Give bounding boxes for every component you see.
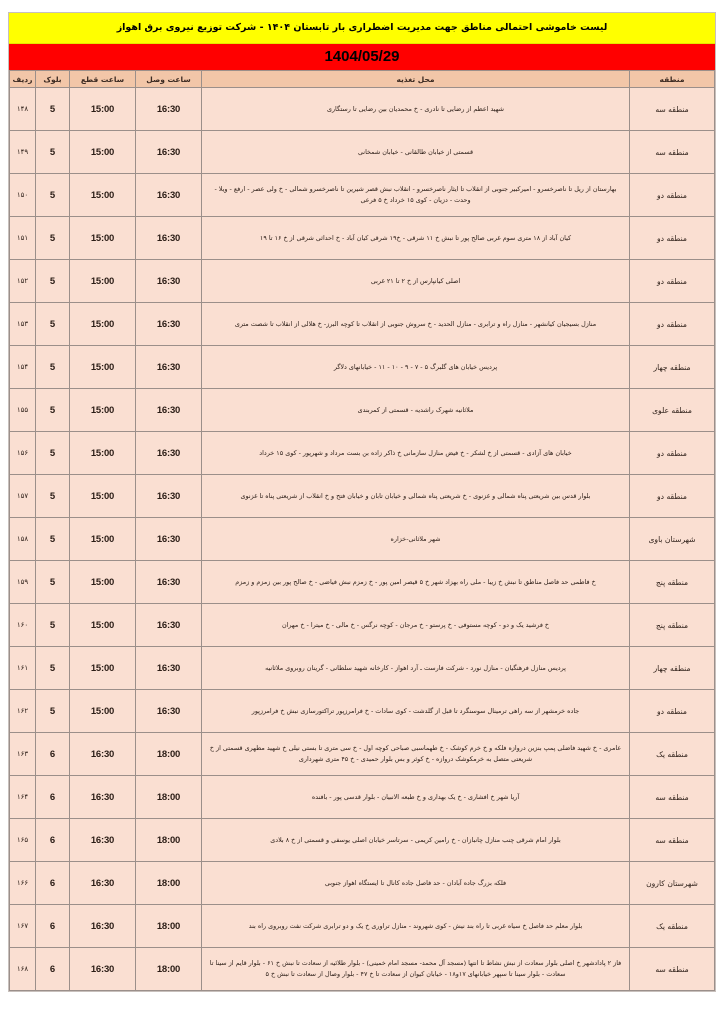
cell-row-number: ۱۶۳ [10,733,36,776]
cell-cut-time: 15:00 [70,217,136,260]
cell-block: 5 [36,432,70,475]
cell-cut-time: 15:00 [70,88,136,131]
cell-location: عامری - خ شهید فاضلی پمپ بنزین دروازه فلکه و خ خرم کوشک - خ طهماسبی صباحی کوچه اول - خ سی متری تا بستی نیلی خ شهید مطهری قسمتی از خ شریعتی متصل به خرمکوشک دروازه - خ کوثر و بس بلوار حمیدی - خ ۴۵ متری شهرداری [202,733,630,776]
column-header-row-number: ردیف [10,71,36,88]
cell-cut-time: 15:00 [70,260,136,303]
cell-region: منطقه دو [630,217,715,260]
document-title: لیست خاموشی احتمالی مناطق جهت مدیریت اضطراری بار تابستان ۱۴۰۴ - شرکت توزیع نیروی برق اهواز [9,13,715,44]
cell-cut-time: 15:00 [70,561,136,604]
cell-region: منطقه چهار [630,647,715,690]
column-header-restore-time: ساعت وصل [136,71,202,88]
cell-cut-time: 15:00 [70,690,136,733]
cell-region: منطقه یک [630,905,715,948]
cell-location: پردیس منازل فرهنگیان - منازل نورد - شرکت فارست ـ آرد اهواز - کارخانه شهید سلطانی - گرینان روبروی ملاثانیه [202,647,630,690]
cell-region: منطقه دو [630,475,715,518]
cell-region: شهرستان کارون [630,862,715,905]
cell-restore-time: 16:30 [136,432,202,475]
cell-location: شهر ملاثانی-خزاره [202,518,630,561]
cell-row-number: ۱۶۸ [10,948,36,991]
cell-region: منطقه سه [630,88,715,131]
column-header-region: منطقه [630,71,715,88]
cell-cut-time: 16:30 [70,948,136,991]
cell-location: بهارستان از ریل تا ناصرخسرو - امیرکبیر جنوبی از انقلاب تا ایثار ناصرخسرو - انقلاب نبش قصر شیرین تا ناصرخسرو شمالی - خ ولی عصر - ارفع - ویلا - وحدت - دزیان - کوی ۱۵ خرداد خ ۵ فرعی [202,174,630,217]
cell-cut-time: 15:00 [70,174,136,217]
cell-cut-time: 15:00 [70,303,136,346]
cell-location: ملاثانیه شهرک راشدیه - قسمتی از کمربندی [202,389,630,432]
cell-region: منطقه دو [630,690,715,733]
cell-location: بلوار معلم حد فاصل خ سیاه غربی تا راه بند نیش - کوی شهروند - منازل تراوری خ یک و دو ترابری شرکت نفت روبروی راه بند [202,905,630,948]
cell-region: منطقه پنج [630,561,715,604]
table-header-row [10,71,715,88]
cell-row-number: ۱۵۰ [10,174,36,217]
cell-block: 5 [36,518,70,561]
cell-block: 6 [36,905,70,948]
cell-region: منطقه یک [630,733,715,776]
cell-region: منطقه سه [630,776,715,819]
cell-cut-time: 15:00 [70,475,136,518]
cell-restore-time: 16:30 [136,303,202,346]
cell-region: منطقه پنج [630,604,715,647]
cell-region: شهرستان باوی [630,518,715,561]
cell-restore-time: 16:30 [136,561,202,604]
cell-cut-time: 15:00 [70,432,136,475]
cell-row-number: ۱۵۹ [10,561,36,604]
cell-block: 6 [36,862,70,905]
table-row [10,432,715,475]
cell-block: 5 [36,690,70,733]
cell-block: 5 [36,475,70,518]
cell-location: خیابان های آزادی - قسمتی از خ لشکر - خ فیض منازل سازمانی خ ذاکر زاده بن بست مرداد و شهرپور - کوی ۱۵ خرداد [202,432,630,475]
cell-block: 5 [36,88,70,131]
cell-location: بلوار امام شرقی چنب منازل چانبازان - خ رامین کریمی - سرتاسر خیابان اصلی یوسفی و قسمتی از خ ۸ بلادی [202,819,630,862]
cell-row-number: ۱۶۶ [10,862,36,905]
cell-cut-time: 16:30 [70,733,136,776]
cell-location: پردیس خیابان های گلبرگ ۵ - ۷ - ۹ - ۱۰ - ۱۱ - خیابانهای دلاگر [202,346,630,389]
table-row [10,647,715,690]
cell-row-number: ۱۶۴ [10,776,36,819]
cell-block: 5 [36,174,70,217]
cell-block: 5 [36,561,70,604]
cell-row-number: ۱۵۵ [10,389,36,432]
outage-table [9,70,715,991]
cell-location: قسمتی از خیابان طالقانی - خیابان شمخانی [202,131,630,174]
table-row [10,88,715,131]
table-row [10,389,715,432]
cell-region: منطقه سه [630,819,715,862]
cell-restore-time: 18:00 [136,776,202,819]
table-row [10,174,715,217]
cell-restore-time: 18:00 [136,819,202,862]
table-row [10,948,715,991]
column-header-block: بلوک [36,71,70,88]
cell-block: 5 [36,389,70,432]
cell-cut-time: 15:00 [70,131,136,174]
cell-row-number: ۱۵۴ [10,346,36,389]
table-row [10,733,715,776]
cell-row-number: ۱۵۲ [10,260,36,303]
cell-restore-time: 16:30 [136,690,202,733]
cell-restore-time: 16:30 [136,389,202,432]
column-header-cut-time: ساعت قطع [70,71,136,88]
cell-region: منطقه دو [630,303,715,346]
cell-cut-time: 15:00 [70,518,136,561]
cell-restore-time: 16:30 [136,217,202,260]
cell-restore-time: 16:30 [136,346,202,389]
cell-cut-time: 16:30 [70,819,136,862]
cell-row-number: ۱۵۱ [10,217,36,260]
cell-row-number: ۱۵۷ [10,475,36,518]
cell-restore-time: 16:30 [136,475,202,518]
cell-location: آریا شهر خ افشاری - خ یک بهداری و خ طبعه الانبیان - بلوار قدسی پور - بافنده [202,776,630,819]
cell-row-number: ۱۶۵ [10,819,36,862]
table-row [10,303,715,346]
cell-location: کیان آباد از ۱۸ متری سوم غربی صالح پور تا نبش خ ۱۱ شرقی - خ۱۹ شرقی کیان آباد - خ احداثی شرقی از خ ۱۶ تا ۱۹ [202,217,630,260]
cell-location: خ فاطمی حد فاصل مناطق تا نبش خ زیبا - ملی راه بهزاد شهر خ ۵ قیصر امین پور - خ زمزم نبش فیاضی - خ صالح پور بین زمزم و زمزم [202,561,630,604]
cell-region: منطقه سه [630,948,715,991]
table-row [10,776,715,819]
cell-region: منطقه دو [630,260,715,303]
cell-location: جاده خرمشهر از سه راهی ترمینال سوسنگرد تا قبل از گلدشت - کوی سادات - خ فرامرزپور تراکتورسازی نبش خ فرامرزپور [202,690,630,733]
column-header-location: محل تغذیه [202,71,630,88]
cell-restore-time: 18:00 [136,862,202,905]
table-row [10,518,715,561]
cell-region: منطقه سه [630,131,715,174]
cell-location: فاز ۲ پادادشهر خ اصلی بلوار سعادت از نبش نشاط تا انتها (مسجد آل محمد- مسجد امام خمینی) - بلوار طلائیه از سعادت تا نبش خ ۶۱ - بلوار قایم از سینا تا سعادت - بلوار سینا تا سپهر خیابانهای ۱۷و۱۸ - خیابان کیوان از سعادت تا خ ۴۷ - بلوار وصال از سعادت تا نبش خ ۵ [202,948,630,991]
cell-cut-time: 15:00 [70,647,136,690]
cell-restore-time: 16:30 [136,174,202,217]
table-head [10,71,715,88]
cell-cut-time: 15:00 [70,389,136,432]
cell-row-number: ۱۵۳ [10,303,36,346]
cell-cut-time: 16:30 [70,862,136,905]
table-row [10,346,715,389]
table-row [10,819,715,862]
cell-restore-time: 18:00 [136,733,202,776]
cell-block: 5 [36,303,70,346]
cell-block: 6 [36,733,70,776]
cell-block: 5 [36,647,70,690]
cell-cut-time: 15:00 [70,604,136,647]
table-row [10,604,715,647]
outage-document [8,12,716,992]
cell-restore-time: 18:00 [136,948,202,991]
table-row [10,905,715,948]
cell-cut-time: 16:30 [70,905,136,948]
cell-row-number: ۱۴۸ [10,88,36,131]
cell-row-number: ۱۵۸ [10,518,36,561]
cell-block: 6 [36,948,70,991]
cell-block: 5 [36,604,70,647]
cell-region: منطقه دو [630,174,715,217]
cell-restore-time: 18:00 [136,905,202,948]
cell-row-number: ۱۵۶ [10,432,36,475]
cell-block: 6 [36,776,70,819]
cell-restore-time: 16:30 [136,604,202,647]
cell-location: بلوار قدس بین شریعتی پناه شمالی و غزنوی - خ شریعتی پناه شمالی و خیابان تابان و خیابان فتح و خ انقلاب از شریعتی پناه تا غزنوی [202,475,630,518]
cell-row-number: ۱۶۰ [10,604,36,647]
cell-row-number: ۱۶۲ [10,690,36,733]
cell-block: 6 [36,819,70,862]
table-row [10,217,715,260]
table-row [10,862,715,905]
cell-block: 5 [36,260,70,303]
cell-restore-time: 16:30 [136,518,202,561]
cell-location: اصلی کیانپارس از خ ۲ تا ۲۱ غربی [202,260,630,303]
table-row [10,131,715,174]
cell-block: 5 [36,217,70,260]
cell-location: فلکه بزرگ جاده آبادان - حد فاصل جاده کانال تا ایستگاه اهواز جنوبی [202,862,630,905]
cell-row-number: ۱۴۹ [10,131,36,174]
cell-location: منازل بسیجیان کیانشهر - منازل راه و ترابری - منازل الحدید - خ سروش جنوبی از انقلاب تا کوچه البرز- خ هلالی از انقلاب تا شصت متری [202,303,630,346]
table-row [10,690,715,733]
cell-cut-time: 16:30 [70,776,136,819]
cell-region: منطقه علوی [630,389,715,432]
cell-cut-time: 15:00 [70,346,136,389]
cell-location: خ فرشید یک و دو - کوچه مستوفی - خ پرستو - خ مرجان - کوچه نرگس - خ مالی - خ میترا - خ مهران [202,604,630,647]
cell-block: 5 [36,346,70,389]
cell-restore-time: 16:30 [136,131,202,174]
cell-row-number: ۱۶۷ [10,905,36,948]
cell-restore-time: 16:30 [136,88,202,131]
cell-location: شهید اعظم از رضایی تا نادری - خ محمدیان بین رضایی تا رستگاری [202,88,630,131]
table-row [10,475,715,518]
cell-row-number: ۱۶۱ [10,647,36,690]
cell-region: منطقه دو [630,432,715,475]
cell-region: منطقه چهار [630,346,715,389]
cell-restore-time: 16:30 [136,647,202,690]
cell-block: 5 [36,131,70,174]
table-row [10,561,715,604]
document-date: 1404/05/29 [9,44,715,70]
cell-restore-time: 16:30 [136,260,202,303]
table-body [10,88,715,991]
table-row [10,260,715,303]
